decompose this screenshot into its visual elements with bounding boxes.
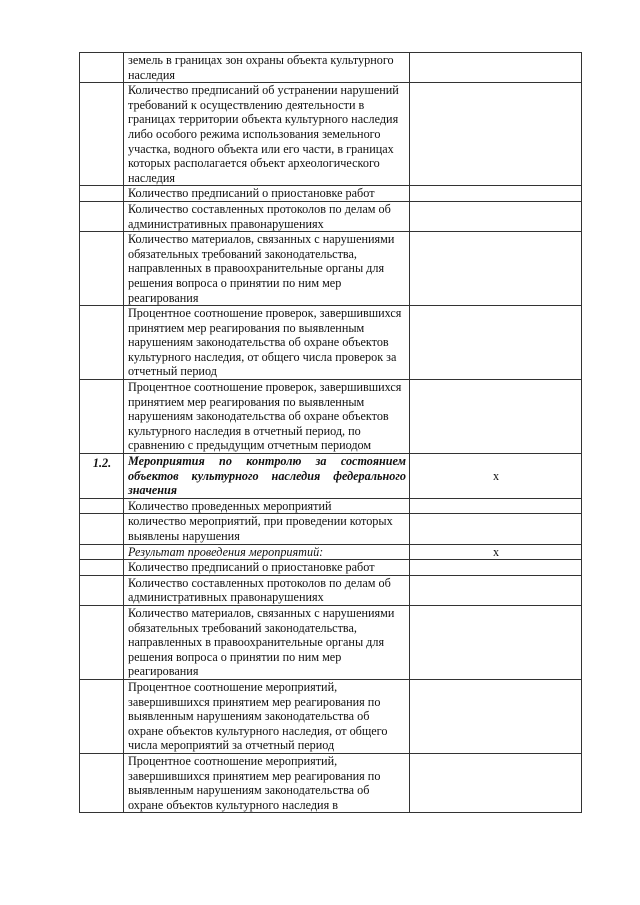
indicator-text-cell: Процентное соотношение проверок, завершившихся принятием мер реагирования по выявленным нарушениям законодательства об охране объектов культурного наследия, от общего числа проверок за отчетный период: [124, 306, 410, 380]
table-row: [80, 544, 582, 560]
table-row: [80, 560, 582, 576]
value-cell: x: [410, 544, 582, 560]
value-cell: [410, 753, 582, 812]
table-row: [80, 498, 582, 514]
value-cell: [410, 83, 582, 186]
table-row: [80, 201, 582, 231]
indicators-table: [79, 52, 582, 813]
value-cell: [410, 679, 582, 753]
value-cell: [410, 232, 582, 306]
indicator-text-cell: Мероприятия по контролю за состоянием объектов культурного наследия федерального значения: [124, 454, 410, 499]
table-row: [80, 605, 582, 679]
indicator-text-cell: Количество предписаний о приостановке работ: [124, 560, 410, 576]
row-number-cell: [80, 380, 124, 454]
value-cell: [410, 498, 582, 514]
table-row: [80, 575, 582, 605]
table-row: [80, 380, 582, 454]
value-cell: [410, 53, 582, 83]
indicator-text-cell: Процентное соотношение мероприятий, завершившихся принятием мер реагирования по выявленным нарушениям законодательства об охране объектов культурного наследия в: [124, 753, 410, 812]
table-row: [80, 514, 582, 544]
value-cell: [410, 201, 582, 231]
indicator-text-cell: Процентное соотношение проверок, завершившихся принятием мер реагирования по выявленным нарушениям законодательства об охране объектов культурного наследия в отчетный период, по сравнению с предыдущим отчетным периодом: [124, 380, 410, 454]
row-number-cell: [80, 605, 124, 679]
row-number-cell: [80, 186, 124, 202]
indicator-text-cell: Количество материалов, связанных с нарушениями обязательных требований законодательства, направленных в правоохранительные органы для решения вопроса о принятии по ним мер реагирования: [124, 605, 410, 679]
table-row: [80, 53, 582, 83]
table-body: [80, 53, 582, 813]
row-number-cell: [80, 498, 124, 514]
indicator-text-cell: Количество материалов, связанных с нарушениями обязательных требований законодательства, направленных в правоохранительные органы для решения вопроса о принятии по ним мер реагирования: [124, 232, 410, 306]
value-cell: [410, 186, 582, 202]
table-row: [80, 679, 582, 753]
table-row: [80, 232, 582, 306]
value-cell: [410, 575, 582, 605]
row-number-cell: [80, 83, 124, 186]
indicator-text-cell: Количество составленных протоколов по делам об административных правонарушениях: [124, 575, 410, 605]
value-cell: [410, 560, 582, 576]
value-cell: [410, 605, 582, 679]
indicator-text-cell: Процентное соотношение мероприятий, завершившихся принятием мер реагирования по выявленным нарушениям законодательства об охране объектов культурного наследия, от общего числа мероприятий за отчетный период: [124, 679, 410, 753]
row-number-cell: 1.2.: [80, 454, 124, 499]
row-number-cell: [80, 306, 124, 380]
table-row: [80, 306, 582, 380]
table-row: [80, 186, 582, 202]
indicator-text-cell: Количество проведенных мероприятий: [124, 498, 410, 514]
indicator-text-cell: количество мероприятий, при проведении которых выявлены нарушения: [124, 514, 410, 544]
row-number-cell: [80, 679, 124, 753]
value-cell: x: [410, 454, 582, 499]
value-cell: [410, 514, 582, 544]
row-number-cell: [80, 575, 124, 605]
value-cell: [410, 306, 582, 380]
row-number-cell: [80, 201, 124, 231]
row-number-cell: [80, 514, 124, 544]
indicator-text-cell: Результат проведения мероприятий:: [124, 544, 410, 560]
value-cell: [410, 380, 582, 454]
row-number-cell: [80, 544, 124, 560]
row-number-cell: [80, 753, 124, 812]
table-row: [80, 83, 582, 186]
indicator-text-cell: Количество предписаний о приостановке работ: [124, 186, 410, 202]
row-number-cell: [80, 560, 124, 576]
table-row: [80, 454, 582, 499]
row-number-cell: [80, 232, 124, 306]
row-number-cell: [80, 53, 124, 83]
indicator-text-cell: Количество предписаний об устранении нарушений требований к осуществлению деятельности в границах территории объекта культурного наследия либо особого режима использования земельного участка, водного объекта или его части, в границах которых располагается объект археологического наследия: [124, 83, 410, 186]
indicator-text-cell: земель в границах зон охраны объекта культурного наследия: [124, 53, 410, 83]
indicator-text-cell: Количество составленных протоколов по делам об административных правонарушениях: [124, 201, 410, 231]
table-row: [80, 753, 582, 812]
